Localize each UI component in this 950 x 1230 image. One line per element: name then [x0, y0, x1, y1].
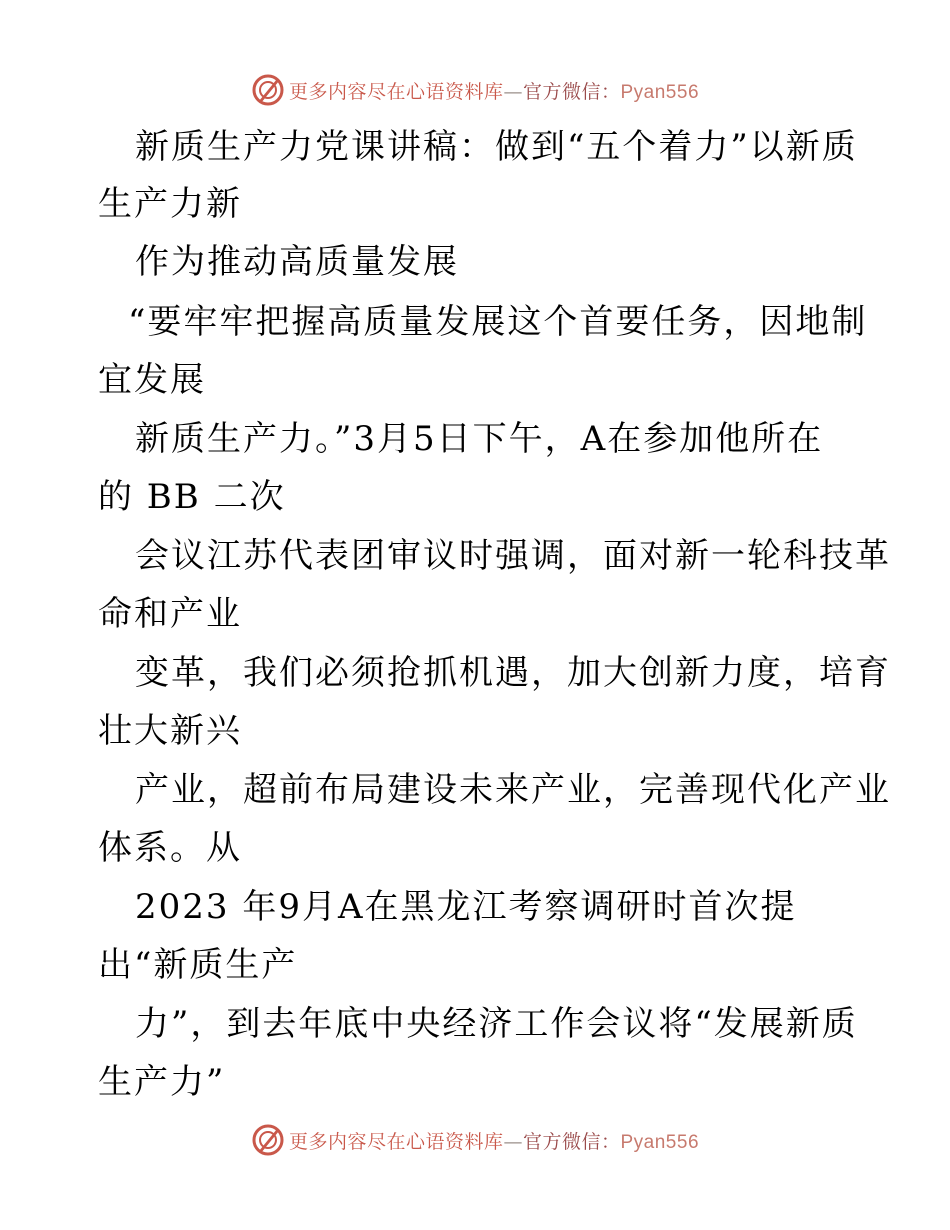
text-line: “要牢牢把握高质量发展这个首要任务，因地制 [128, 302, 868, 342]
text-line: 产业，超前布局建设未来产业，完善现代化产业 [135, 770, 891, 810]
text-line: 的 BB 二次 [98, 477, 286, 517]
text-line: 宜发展 [98, 360, 206, 400]
banner-handle: Pyan556 [620, 81, 700, 103]
text-line: 命和产业 [98, 594, 242, 634]
banner-contact-label: 官方微信： [522, 80, 621, 103]
text-line: 力”，到去年底中央经济工作会议将“发展新质 [135, 1004, 858, 1044]
banner-text [289, 1127, 699, 1154]
text-line: 新质生产力。”3月5日下午，A在参加他所在 [135, 419, 824, 459]
banner-contact-label: 官方微信： [522, 1130, 621, 1153]
text-line: 新质生产力党课讲稿：做到“五个着力”以新质 [135, 127, 858, 167]
header-watermark-banner [0, 70, 950, 110]
pen-logo-icon [251, 1123, 285, 1157]
text-line: 生产力” [98, 1062, 226, 1102]
banner-text [289, 77, 699, 104]
banner-prefix: 更多内容尽在心语资料库 [288, 80, 504, 103]
text-line: 体系。从 [98, 828, 242, 868]
banner-prefix: 更多内容尽在心语资料库 [288, 1130, 504, 1153]
text-line: 出“新质生产 [98, 945, 298, 985]
footer-watermark-banner [0, 1120, 950, 1160]
banner-separator: — [503, 80, 523, 103]
text-line: 会议江苏代表团审议时强调，面对新一轮科技革 [135, 536, 891, 576]
text-line: 2023 年9月A在黑龙江考察调研时首次提 [135, 887, 797, 927]
pen-logo-icon [251, 73, 285, 107]
text-line: 生产力新 [98, 184, 242, 224]
banner-handle: Pyan556 [620, 1131, 700, 1153]
banner-separator: — [503, 1130, 523, 1153]
text-line: 壮大新兴 [98, 711, 242, 751]
text-line: 作为推动高质量发展 [135, 242, 459, 282]
text-line: 变革，我们必须抢抓机遇，加大创新力度，培育 [135, 653, 891, 693]
